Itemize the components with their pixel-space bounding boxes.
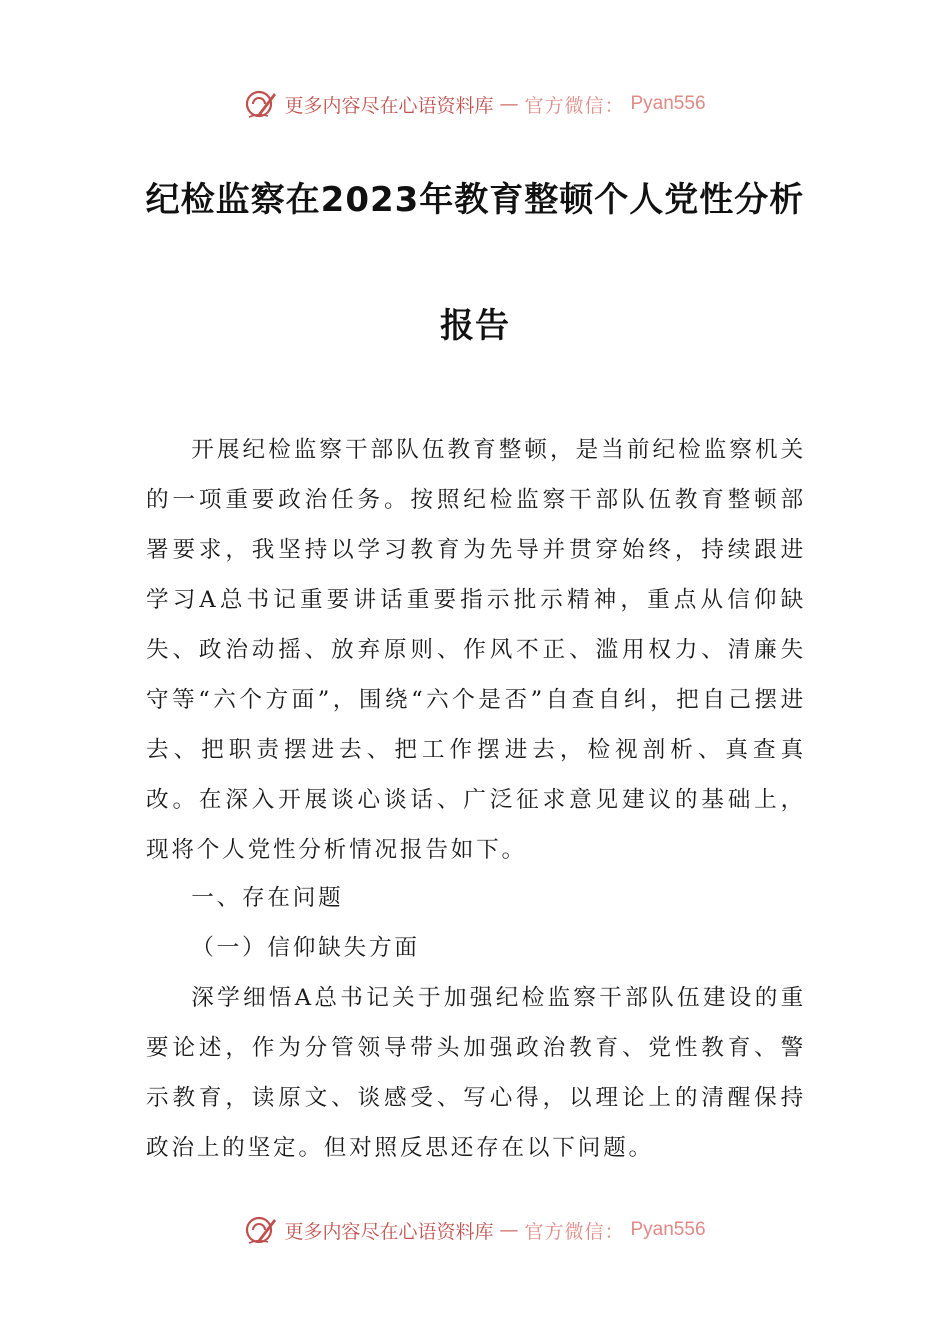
- watermark-id: Pyan556: [630, 93, 706, 114]
- watermark-separator: —: [499, 93, 519, 115]
- watermark-text: 更多内容尽在心语资料库: [284, 1220, 494, 1243]
- pen-logo-icon: [244, 87, 278, 121]
- watermark-label: 官方微信：: [524, 1220, 625, 1243]
- watermark-text: 更多内容尽在心语资料库: [284, 94, 494, 117]
- header-watermark: [0, 84, 950, 124]
- footer-watermark: [0, 1210, 950, 1250]
- section-heading-text: 一、存在问题: [191, 885, 344, 911]
- subsection-heading-text: （一）信仰缺失方面: [191, 935, 420, 961]
- document-title-line-1: 纪检监察在2023年教育整顿个人党性分析: [145, 180, 805, 220]
- paragraph-text: 开展纪检监察干部队伍教育整顿，是当前纪检监察机关的一项重要政治任务。按照纪检监察干部队伍教育整顿部署要求，我坚持以学习教育为先导并贯穿始终，持续跟进学习A总书记重要讲话重要指示批示精神，重点从信仰缺失、政治动摇、放弃原则、作风不正、滥用权力、清廉失守等“六个方面”，围绕“六个是否”自查自纠，把自己摆进去、把职责摆进去、把工作摆进去，检视剖析、真查真改。在深入开展谈心谈话、广泛征求意见建议的基础上，现将个人党性分析情况报告如下。: [146, 437, 806, 863]
- body-paragraph-1: [146, 425, 806, 875]
- subsection-heading: [146, 923, 806, 973]
- watermark-separator: —: [499, 1219, 519, 1241]
- watermark-label: 官方微信：: [524, 94, 625, 117]
- document-title-line-2: 报告: [440, 306, 510, 346]
- section-heading: [146, 873, 806, 923]
- paragraph-text: 深学细悟A总书记关于加强纪检监察干部队伍建设的重要论述，作为分管领导带头加强政治教育、党性教育、警示教育，读原文、谈感受、写心得，以理论上的清醒保持政治上的坚定。但对照反思还存在以下问题。: [146, 985, 806, 1161]
- body-paragraph-2: [146, 973, 806, 1173]
- pen-logo-icon: [244, 1213, 278, 1247]
- watermark-id: Pyan556: [630, 1219, 706, 1240]
